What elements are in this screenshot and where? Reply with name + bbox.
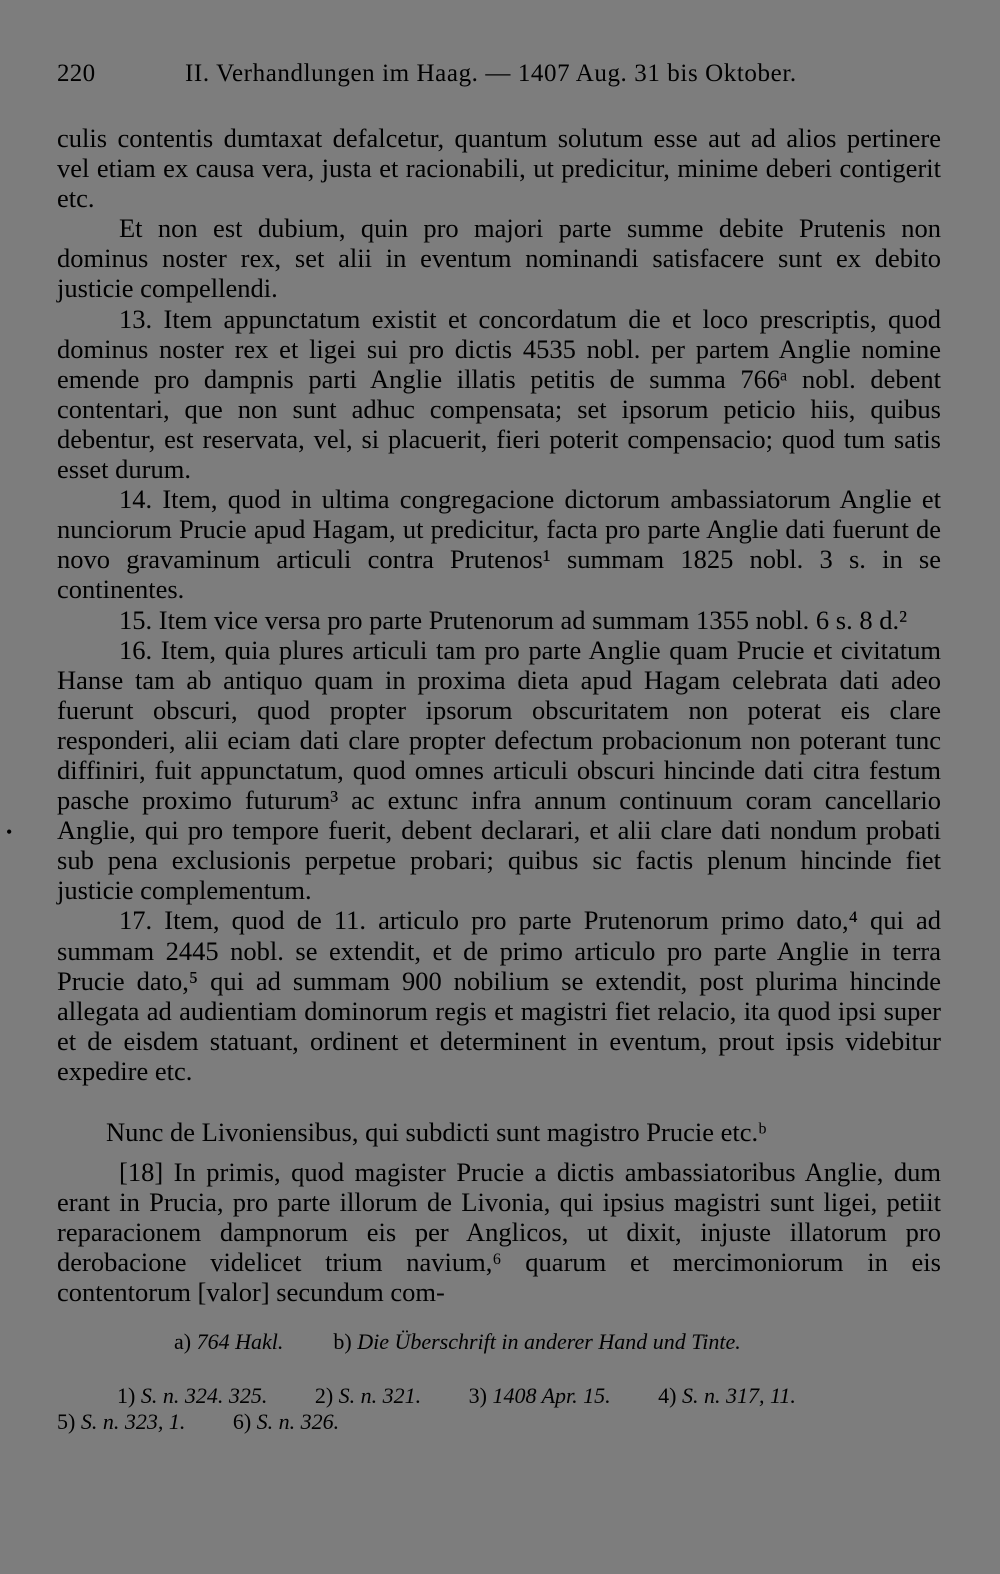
- notes-line-2: [57, 1409, 941, 1435]
- section-heading: Nunc de Livoniensibus, qui subdicti sunt magistro Prucie etc.ᵇ: [106, 1117, 767, 1147]
- paragraph-17: 17. Item, quod de 11. articulo pro parte Prutenorum primo dato,⁴ qui ad summam 2445 nobl. se extendit, et de primo articulo pro parte Anglie in terra Prucie dato,⁵ qui ad summam 900 nobilium se extendit, post plurima hincinde allegata ad audientiam dominorum regis et magistri fiet relacio, ita quod ipsi super et de eisdem statuant, ordinent et determinent in eventum, prout ipsis videbitur expedire etc.: [57, 905, 941, 1086]
- page-header: [57, 60, 941, 106]
- numbered-notes: [57, 1383, 941, 1435]
- textual-notes: [57, 1329, 941, 1355]
- paragraph-dubium: Et non est dubium, quin pro majori parte summe debite Prutenis non dominus noster rex, set alii in eventum nominandi satisfacere sunt ex debito justicie compellendi.: [57, 213, 941, 304]
- footnote-3: 3) 1408 Apr. 15.: [468, 1383, 611, 1409]
- paragraph-continuation: culis contentis dumtaxat defalcetur, quantum solutum esse aut ad alios pertinere vel etiam ex causa vera, justa et racionabili, ut predicitur, minime deberi contigerit etc.: [57, 123, 941, 214]
- footnote-6: 6) S. n. 326.: [232, 1409, 340, 1435]
- textual-note-b: b) Die Überschrift in anderer Hand und Tinte.: [333, 1329, 741, 1355]
- paragraph-13: 13. Item appunctatum existit et concordatum die et loco prescriptis, quod dominus noster rex et ligei sui pro dictis 4535 nobl. per partem Anglie nomine emende pro dampnis parti Anglie illatis petitis de summa 766ᵃ nobl. debent contentari, que non sunt adhuc compensata; set ipsorum peticio hiis, quibus debentur, est reservata, vel, si placuerit, fieri poterit compensacio; quod tum satis esset durum.: [57, 303, 941, 485]
- footnote-4: 4) S. n. 317, 11.: [658, 1383, 796, 1409]
- paragraph-15: 15. Item vice versa pro parte Prutenorum ad summam 1355 nobl. 6 s. 8 d.²: [119, 604, 908, 635]
- paragraph-18: [18] In primis, quod magister Prucie a dictis ambassiatoribus Anglie, dum erant in Prucia, pro parte illorum de Livonia, qui ipsius magistri sunt ligei, petiit reparacionem dampnorum eis per Anglicos, ut dixit, injuste illatorum pro derobacione videlicet trium navium,⁶ quarum et mercimoniorum in eis contentorum [valor] secundum com-: [57, 1157, 941, 1308]
- paragraph-14: 14. Item, quod in ultima congregacione dictorum ambassiatorum Anglie et nunciorum Prucie apud Hagam, ut predicitur, facta pro parte Anglie dati fuerunt de novo gravaminum articuli contra Prutenos¹ summam 1825 nobl. 3 s. in se continentes.: [57, 484, 941, 605]
- paragraph-16: 16. Item, quia plures articuli tam pro parte Anglie quam Prucie et civitatum Hanse tam ab antiquo quam in proxima dieta apud Hagam celebrata dati adeo fuerunt obscuri, quod propter ipsorum obscuritatem non poterat eis clare responderi, alii eciam dati clare propter defectum probacionum non poterant tunc diffiniri, fuit appunctatum, quod omnes articuli obscuri hincinde dati citra festum pasche proximo futurum³ ac extunc infra annum continuum coram cancellario Anglie, qui pro tempore fuerit, debent declarari, et alii clare dati nondum probati sub pena exclusionis perpetue probari; quibus sic factis plenum hincinde fiet justicie complementum.: [57, 634, 941, 906]
- page-number: 220: [57, 60, 96, 87]
- notes-line-1: [57, 1383, 941, 1409]
- footnote-2: 2) S. n. 321.: [314, 1383, 422, 1409]
- textual-note-a: a) 764 Hakl.: [174, 1329, 284, 1355]
- footnote-5: 5) S. n. 323, 1.: [57, 1409, 186, 1435]
- section-text: [57, 1157, 941, 1307]
- document-page: [57, 60, 941, 1435]
- running-head: II. Verhandlungen im Haag. — 1407 Aug. 31 bis Oktober.: [185, 60, 797, 87]
- main-text: [57, 123, 941, 1086]
- margin-mark: •: [6, 822, 13, 842]
- footnote-1: 1) S. n. 324. 325.: [117, 1383, 268, 1409]
